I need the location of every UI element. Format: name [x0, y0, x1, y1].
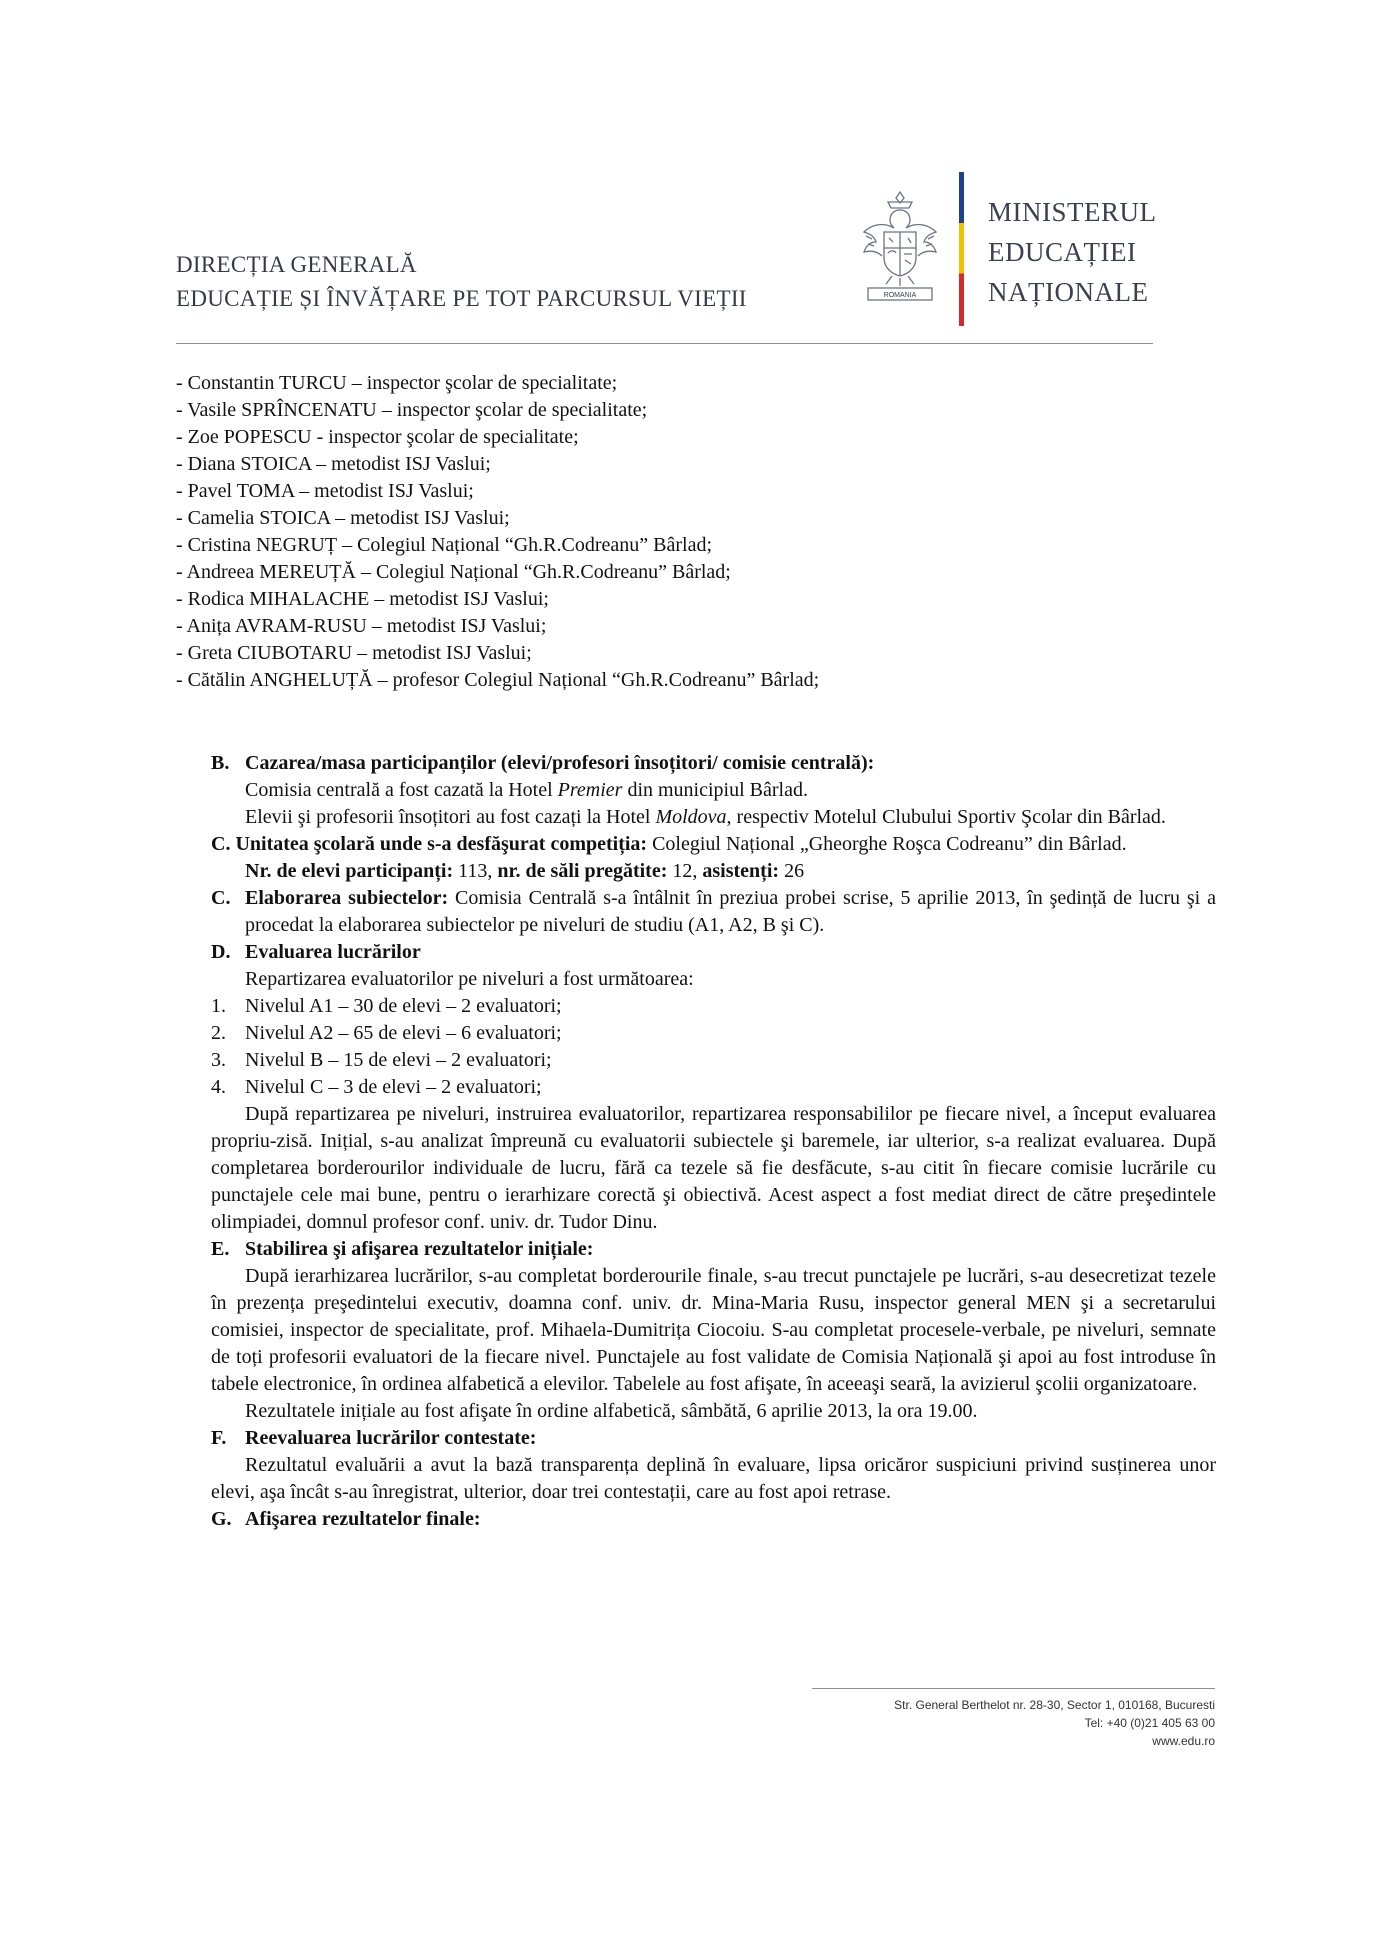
item-text: Nivelul A1 – 30 de elevi – 2 evaluatori;	[245, 995, 562, 1017]
hotel-name: Premier	[557, 779, 623, 801]
participant-stats	[211, 858, 1216, 885]
ministry-name	[988, 192, 1157, 312]
section-label: E.	[211, 1238, 230, 1260]
flag-color-bar	[959, 172, 964, 326]
evaluator-intro: Repartizarea evaluatorilor pe niveluri a fost următoarea:	[245, 968, 694, 990]
section-label: F.	[211, 1427, 227, 1449]
member-item: - Greta CIUBOTARU – metodist ISJ Vaslui;	[176, 642, 532, 664]
item-number: 1.	[211, 995, 226, 1017]
ministry-line-3: NAȚIONALE	[988, 277, 1149, 307]
member-item: - Zoe POPESCU - inspector şcolar de specialitate;	[176, 426, 579, 448]
stat-value: 26	[779, 860, 805, 882]
footer-website: www.edu.ro	[1152, 1734, 1215, 1748]
stat-value: 113,	[453, 860, 498, 882]
item-text: Nivelul C – 3 de elevi – 2 evaluatori;	[245, 1076, 542, 1098]
item-text: Nivelul A2 – 65 de elevi – 6 evaluatori;	[245, 1022, 562, 1044]
department-line-2: EDUCAȚIE ȘI ÎNVĂȚARE PE TOT PARCURSUL VIEȚII	[176, 286, 747, 311]
text-run: din municipiul Bârlad.	[622, 779, 808, 801]
section-label: G.	[211, 1508, 232, 1530]
results-date-paragraph: Rezultatele inițiale au fost afişate în ordine alfabetică, sâmbătă, 6 aprilie 2013, la ora 19.00.	[245, 1400, 978, 1422]
member-item: - Diana STOICA – metodist ISJ Vaslui;	[176, 453, 491, 475]
member-item: - Anița AVRAM-RUSU – metodist ISJ Vaslui;	[176, 615, 547, 637]
evaluator-item	[211, 993, 1216, 1020]
item-number: 3.	[211, 1049, 226, 1071]
evaluator-item	[211, 1074, 1216, 1101]
crest-label: ROMANIA	[883, 292, 917, 299]
contest-paragraph: Rezultatul evaluării a avut la bază transparența deplină în evaluare, lipsa oricăror suspiciuni privind susținerea unor elevi, aşa încât s-au înregistrat, ulterior, doar trei contestații, care au fost apoi retrase.	[211, 1454, 1216, 1503]
footer-contact	[894, 1696, 1215, 1750]
report-sections	[211, 750, 1216, 1533]
section-b-paragraph-1	[211, 777, 1216, 804]
section-f	[211, 1425, 1216, 1452]
section-title: Stabilirea şi afişarea rezultatelor inițiale:	[245, 1238, 594, 1260]
section-title: Unitatea şcolară unde s-a desfăşurat competiția:	[235, 833, 648, 855]
member-list	[176, 370, 1216, 694]
header-divider	[176, 343, 1153, 344]
member-item: - Pavel TOMA – metodist ISJ Vaslui;	[176, 480, 474, 502]
section-text: Comisia Centrală s-a întâlnit în preziua probei scrise, 5 aprilie 2013, în şedință de lucru şi a procedat la elaborarea subiectelor pe niveluri de studiu (A1, A2, B şi C).	[245, 887, 1216, 936]
section-label: C.	[211, 833, 231, 855]
evaluation-paragraph: După repartizarea pe niveluri, instruirea evaluatorilor, repartizarea responsabililor pe fiecare nivel, a început evaluarea propriu-zisă. Inițial, s-au analizat împreună cu evaluatorii subiectele şi baremele, iar ulterior, s-a realizat evaluarea. După completarea borderourilor individuale de lucru, fără ca tezele să fie desfăcute, s-au citit în fiecare comisie lucrările cu punctajele cele mai bune, pentru o ierarhizare corectă şi obiectivă. Acest aspect a fost mediat direct de către preşedintele olimpiadei, domnul profesor conf. univ. dr. Tudor Dinu.	[211, 1103, 1216, 1233]
hotel-name: Moldova	[655, 806, 727, 828]
section-text: Colegiul Național „Gheorghe Roşca Codreanu” din Bârlad.	[647, 833, 1127, 855]
results-paragraph: După ierarhizarea lucrărilor, s-au completat borderourile finale, s-au trecut punctajele pe lucrări, s-au desecretizat tezele în prezența preşedintelui executiv, doamna conf. univ. dr. Mina-Maria Rusu, inspector general MEN şi a secretarului comisiei, inspector de specialitate, prof. Mihaela-Dumitrița Ciocoiu. S-au completat procesele-verbale, pe niveluri, semnate de toți profesorii evaluatori de la fiecare nivel. Punctajele au fost validate de Comisia Națională şi apoi au fost introduse în tabele electronice, în ordinea alfabetică a elevilor. Tabelele au fost afişate, în aceeaşi seară, la avizierul şcolii organizatoare.	[211, 1265, 1216, 1395]
evaluator-item	[211, 1047, 1216, 1074]
footer-address: Str. General Berthelot nr. 28-30, Sector 1, 010168, Bucuresti	[894, 1698, 1215, 1712]
section-g	[211, 1506, 1216, 1533]
section-b-paragraph-2	[211, 804, 1216, 831]
footer-divider	[812, 1688, 1215, 1689]
section-label: D.	[211, 941, 231, 963]
section-title: Elaborarea subiectelor:	[245, 887, 449, 909]
ministry-line-2: EDUCAȚIEI	[988, 237, 1137, 267]
stat-label: Nr. de elevi participanți:	[245, 860, 454, 882]
member-item: - Andreea MEREUȚĂ – Colegiul Național “Gh.R.Codreanu” Bârlad;	[176, 561, 731, 583]
stat-value: 12,	[667, 860, 703, 882]
member-item: - Vasile SPRÎNCENATU – inspector şcolar de specialitate;	[176, 399, 648, 421]
item-number: 4.	[211, 1076, 226, 1098]
stat-label: asistenți:	[702, 860, 780, 882]
member-item: - Rodica MIHALACHE – metodist ISJ Vaslui;	[176, 588, 549, 610]
footer-phone: Tel: +40 (0)21 405 63 00	[1084, 1716, 1215, 1730]
romania-coat-of-arms-icon	[858, 188, 942, 308]
member-item: - Constantin TURCU – inspector şcolar de specialitate;	[176, 372, 618, 394]
stat-label: nr. de săli pregătite:	[497, 860, 668, 882]
evaluator-item	[211, 1020, 1216, 1047]
section-d	[211, 939, 1216, 966]
section-label: C.	[211, 887, 231, 909]
section-b	[211, 750, 1216, 777]
member-item: - Cristina NEGRUȚ – Colegiul Național “Gh.R.Codreanu” Bârlad;	[176, 534, 713, 556]
member-item: - Camelia STOICA – metodist ISJ Vaslui;	[176, 507, 510, 529]
section-label: B.	[211, 752, 230, 774]
item-text: Nivelul B – 15 de elevi – 2 evaluatori;	[245, 1049, 552, 1071]
section-title: Afişarea rezultatelor finale:	[245, 1508, 481, 1530]
text-run: Elevii şi profesorii însoțitori au fost cazați la Hotel	[245, 806, 656, 828]
text-run: Comisia centrală a fost cazată la Hotel	[245, 779, 558, 801]
member-item: - Cătălin ANGHELUȚĂ – profesor Colegiul Național “Gh.R.Codreanu” Bârlad;	[176, 669, 820, 691]
section-c-subjects	[211, 885, 1216, 939]
section-c-school	[211, 831, 1216, 858]
text-run: , respectiv Motelul Clubului Sportiv Şcolar din Bârlad.	[726, 806, 1166, 828]
department-name	[176, 248, 747, 316]
section-title: Reevaluarea lucrărilor contestate:	[245, 1427, 537, 1449]
section-title: Cazarea/masa participanților (elevi/profesori însoțitori/ comisie centrală):	[245, 752, 875, 774]
section-title: Evaluarea lucrărilor	[245, 941, 421, 963]
department-line-1: DIRECȚIA GENERALĂ	[176, 252, 417, 277]
item-number: 2.	[211, 1022, 226, 1044]
section-e	[211, 1236, 1216, 1263]
ministry-line-1: MINISTERUL	[988, 197, 1157, 227]
